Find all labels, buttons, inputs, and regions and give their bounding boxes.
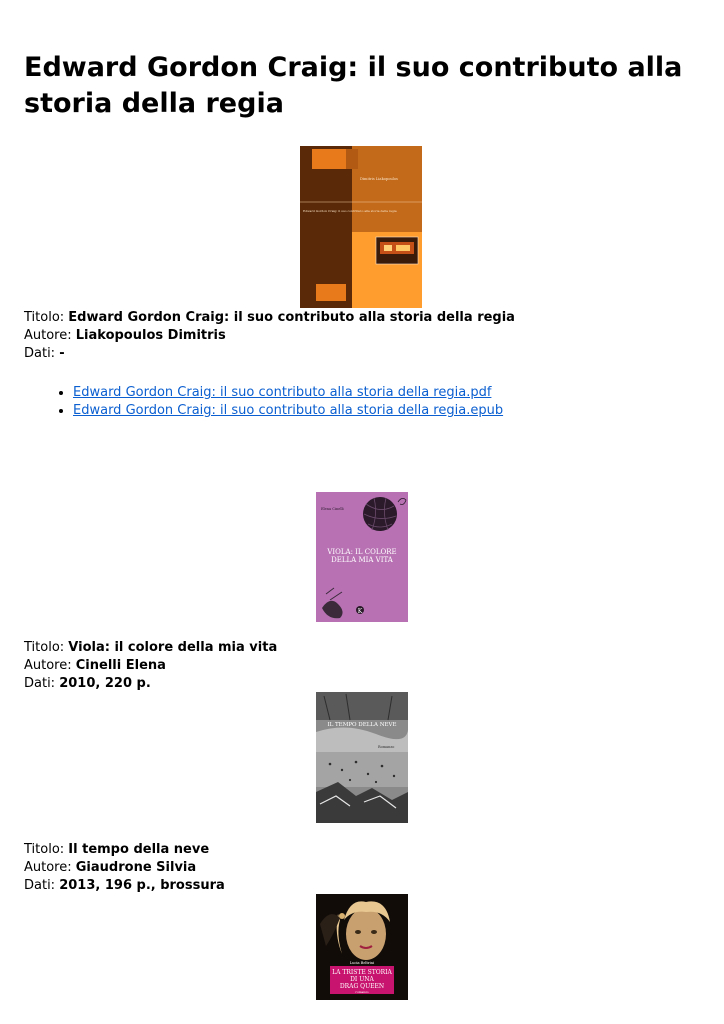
download-item: [73, 402, 503, 420]
download-epub-link[interactable]: Edward Gordon Craig: il suo contributo alla storia della regia.epub: [73, 403, 504, 418]
cover-title-line: Edward Gordon Craig: il suo contributo alla storia della regia: [303, 209, 397, 213]
book-data: -: [59, 346, 65, 361]
download-list: [56, 384, 503, 420]
book-meta-neve: [24, 841, 225, 895]
publisher-mark: K: [357, 608, 363, 615]
label-autore: Autore:: [24, 658, 76, 673]
label-dati: Dati:: [24, 878, 60, 893]
label-autore: Autore:: [24, 860, 76, 875]
cover-title-line-2: DELLA MIA VITA: [331, 556, 393, 564]
book-title: Il tempo della neve: [68, 842, 210, 857]
book-meta-craig: [24, 309, 515, 363]
cover-title-line-1: VIOLA: IL COLORE: [327, 548, 397, 556]
cover-author-line: Dimitris Liakopoulos: [360, 177, 398, 181]
cover-title-line-3: DRAG QUEEN: [339, 983, 385, 990]
label-titolo: Titolo:: [24, 842, 69, 857]
label-dati: Dati:: [24, 346, 60, 361]
book-title: Viola: il colore della mia vita: [68, 640, 278, 655]
cover-author-line: Lucia Beltrini: [349, 961, 375, 965]
label-dati: Dati:: [24, 676, 60, 691]
cover-title-line-2: DI UNA: [350, 976, 374, 983]
cover-subtitle: Romanzo: [378, 745, 395, 749]
book-author: Liakopoulos Dimitris: [75, 328, 226, 343]
cover-title-line-1: LA TRISTE STORIA: [332, 969, 392, 976]
cover-subtitle: romanzo: [355, 990, 369, 994]
book-author: Cinelli Elena: [75, 658, 166, 673]
cover-title-line: IL TEMPO DELLA NEVE: [327, 722, 397, 728]
book-meta-viola: [24, 639, 277, 693]
label-titolo: Titolo:: [24, 640, 69, 655]
book-data: 2010, 220 p.: [59, 676, 151, 691]
book-author: Giaudrone Silvia: [75, 860, 197, 875]
label-autore: Autore:: [24, 328, 76, 343]
label-titolo: Titolo:: [24, 310, 69, 325]
book-cover-craig: [300, 146, 422, 308]
book-cover-neve: [316, 692, 408, 823]
book-data: 2013, 196 p., brossura: [59, 878, 225, 893]
book-cover-viola: [316, 492, 408, 622]
download-pdf-link[interactable]: Edward Gordon Craig: il suo contributo alla storia della regia.pdf: [73, 385, 492, 400]
cover-author-line: Elena Cinelli: [321, 507, 344, 511]
book-cover-drag-queen: [316, 894, 408, 1000]
page-title: Edward Gordon Craig: il suo contributo alla storia della regia: [24, 52, 683, 119]
book-title: Edward Gordon Craig: il suo contributo alla storia della regia: [68, 310, 515, 325]
download-item: [73, 384, 503, 402]
